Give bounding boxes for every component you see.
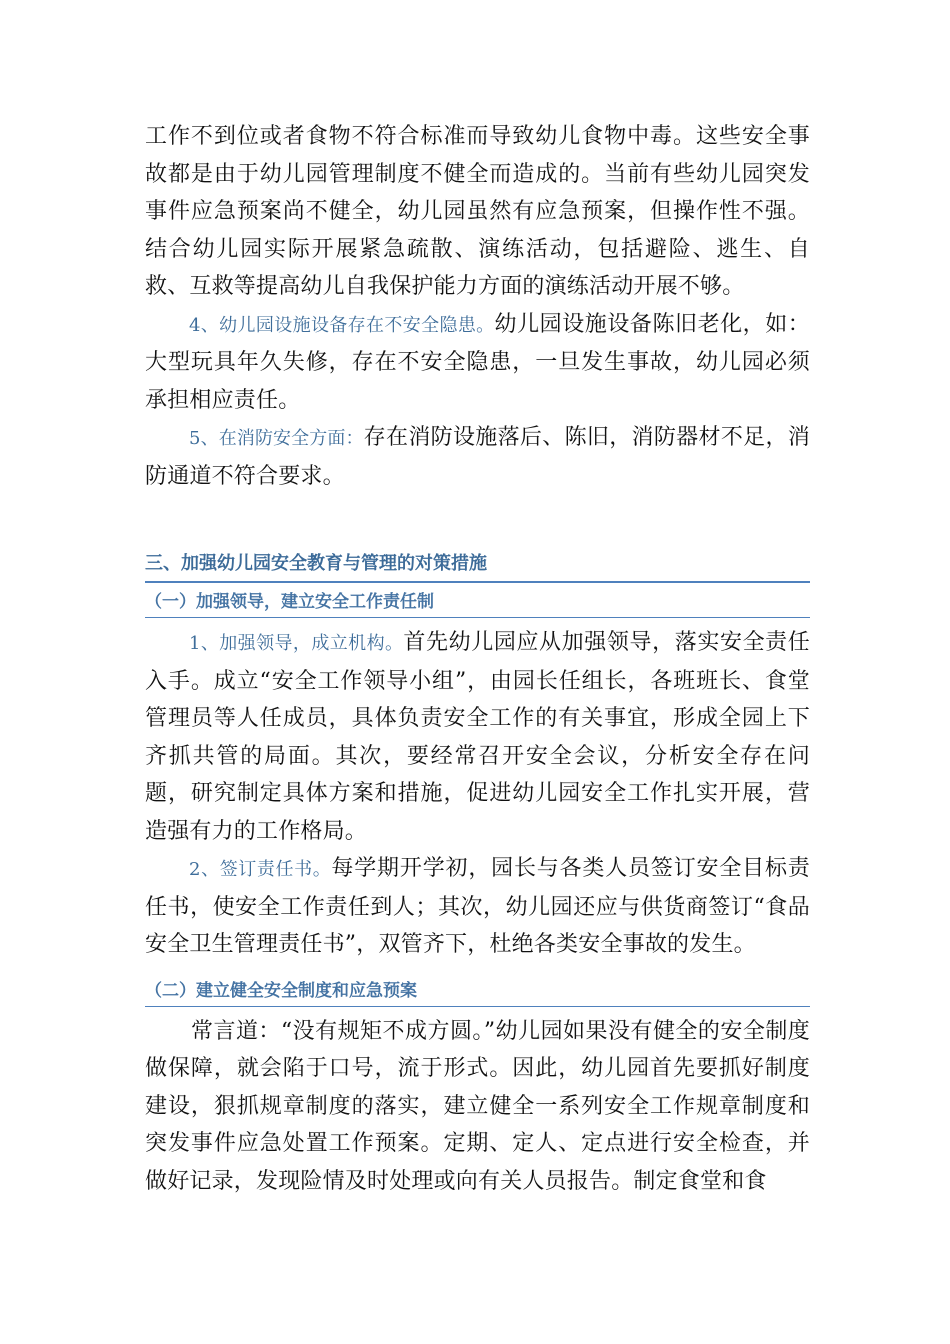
document-body	[145, 118, 810, 1200]
subsection-heading: （二）建立健全安全制度和应急预案	[145, 978, 810, 1007]
paragraph-text: 存在消防设施落后、陈旧，消防器材不足，消防通道不符合要求。	[145, 425, 810, 489]
section-spacer	[145, 495, 810, 551]
body-paragraph	[145, 419, 810, 495]
paragraph-lead: 2、签订责任书。	[189, 859, 332, 880]
body-paragraph	[145, 624, 810, 850]
paragraph-text: 幼儿园设施设备陈旧老化，如：大型玩具年久失修，存在不安全隐患，一旦发生事故，幼儿园必须承担相应责任。	[145, 311, 810, 413]
section-heading: 三、加强幼儿园安全教育与管理的对策措施	[145, 551, 810, 583]
body-paragraph	[145, 850, 810, 964]
paragraph-text: 工作不到位或者食物不符合标准而导致幼儿食物中毒。这些安全事故都是由于幼儿园管理制度不健全而造成的。当前有些幼儿园突发事件应急预案尚不健全，幼儿园虽然有应急预案，但操作性不强。结合幼儿园实际开展紧急疏散、演练活动，包括避险、逃生、自救、互救等提高幼儿自我保护能力方面的演练活动开展不够。	[145, 124, 810, 299]
paragraph-text: 常言道：“没有规矩不成方圆。”幼儿园如果没有健全的安全制度做保障，就会陷于口号，流于形式。因此，幼儿园首先要抓好制度建设，狠抓规章制度的落实，建立健全一系列安全工作规章制度和突发事件应急处置工作预案。定期、定人、定点进行安全检查，并做好记录，发现险情及时处理或向有关人员报告。制定食堂和食	[145, 1018, 810, 1194]
paragraph-text: 每学期开学初，园长与各类人员签订安全目标责任书，使安全工作责任到人；其次，幼儿园还应与供货商签订“食品安全卫生管理责任书”，双管齐下，杜绝各类安全事故的发生。	[145, 856, 811, 957]
body-paragraph	[145, 306, 810, 420]
body-paragraph	[145, 1013, 810, 1201]
paragraph-lead: 5、在消防安全方面：	[189, 428, 364, 449]
paragraph-lead: 4、幼儿园设施设备存在不安全隐患。	[189, 314, 495, 336]
paragraph-text: 首先幼儿园应从加强领导，落实安全责任入手。成立“安全工作领导小组”，由园长任组长，各班班长、食堂管理员等人任成员，具体负责安全工作的有关事宜，形成全园上下齐抓共管的局面。其次，要经常召开安全会议，分析安全存在问题，研究制定具体方案和措施，促进幼儿园安全工作扎实开展，营造强有力的工作格局。	[145, 630, 810, 844]
subsection-heading: （一）加强领导，建立安全工作责任制	[145, 589, 810, 618]
paragraph-lead: 1、加强领导，成立机构。	[189, 633, 404, 654]
subsection-spacer	[145, 964, 810, 978]
body-paragraph	[145, 118, 810, 306]
